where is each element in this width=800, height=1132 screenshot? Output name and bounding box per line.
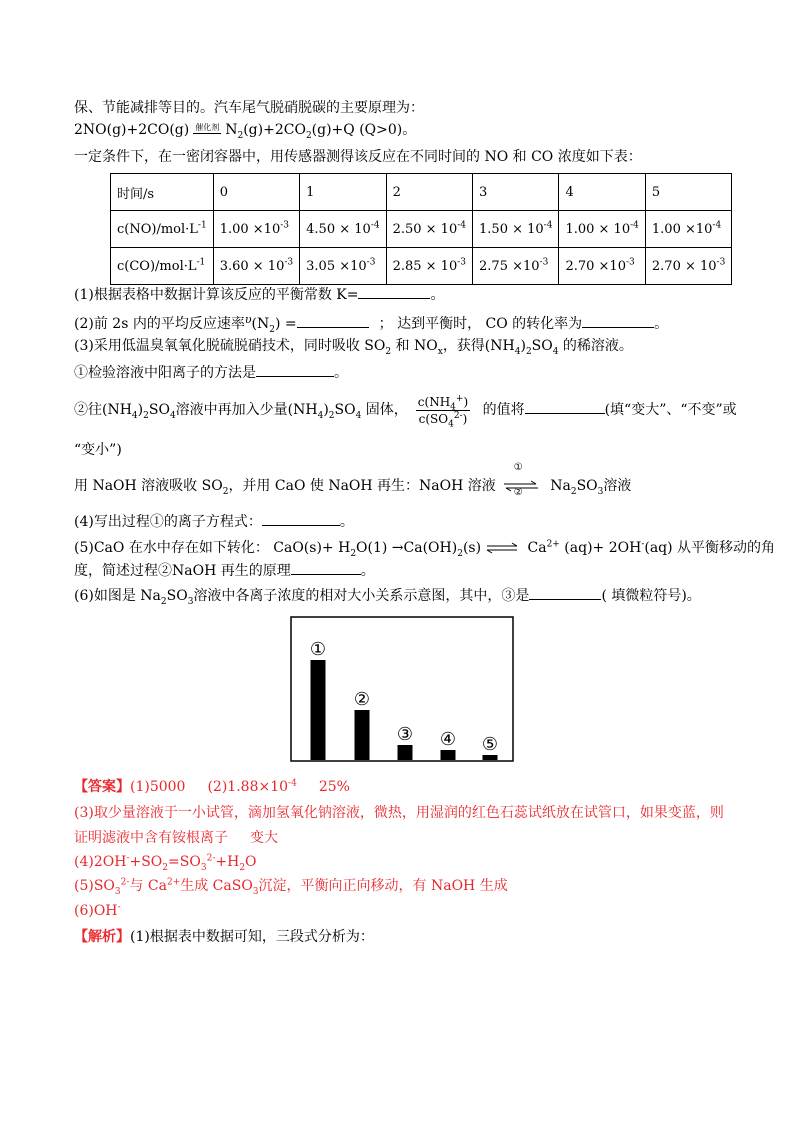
bar-label-1: ① — [309, 639, 327, 660]
question-5: (5)CaO 在水中存在如下转化： $CaO(s)+ H_2O(1) \to Ca(OH)_2(s)$ $Ca^{2+}$ (aq)+ 2OH-(aq) 从平衡移动的角 — [74, 539, 776, 559]
bar-label-3: ③ — [396, 724, 414, 745]
table-cell: $2.75 \times 10^{-3}$ — [473, 248, 559, 285]
ratio-fraction: $\frac{c(NH_4^+)}{c(SO_4^{2-})}$ — [417, 393, 469, 429]
table-cell: $1.50 \times 10^{-4}$ — [473, 211, 559, 248]
table-header-row — [111, 174, 732, 211]
intro-line: 保、节能减排等目的。汽车尾气脱硝脱碳的主要原理为： — [74, 100, 424, 116]
condition-line: 一定条件下，在一密闭容器中，用传感器测得该反应在不同时间的 NO 和 CO 浓度如下表： — [74, 149, 642, 165]
table-cell: $1.00 \times 10^{-4}$ — [559, 211, 645, 248]
answer-blank — [297, 313, 369, 328]
answer-blank — [582, 313, 654, 328]
question-4: (4)写出过程①的离子方程式： 。 — [74, 511, 354, 532]
table-cell: $4.50 \times 10^{-4}$ — [300, 211, 386, 248]
table-cell: $2.70 \times 10^{-3}$ — [559, 248, 645, 285]
answer-line-3b: 证明滤液中含有铵根离子 变大 — [74, 830, 278, 846]
ion-concentration-chart — [290, 616, 520, 764]
naoh-regeneration-line: 用 NaOH 溶液吸收 $SO_2$，并用 CaO 使 NaOH 再生：NaOH 溶液 ① ② $Na_2SO_3$溶液 — [74, 462, 632, 498]
table-cell: $1.00 \times 10^{-3}$ — [213, 211, 299, 248]
answer-line-1: 【答案】(1)5000 $(2)1.88\times 10^{-4}$ 25% — [74, 778, 350, 795]
answer-blank — [256, 362, 334, 377]
bar-label-2: ② — [353, 689, 371, 710]
answer-blank — [291, 560, 361, 575]
answer-line-5: $(5)SO_3^{2-}$与 $Ca^{2+}$生成 CaSO$_3$沉淀，平衡向正向移动，有 NaOH 生成 — [74, 877, 508, 897]
answer-blank — [525, 399, 605, 414]
reversible-arrow: ① ② — [502, 472, 540, 500]
header-cell: 时间/s — [111, 174, 214, 211]
header-cell: 0 — [213, 174, 299, 211]
header-cell: 5 — [645, 174, 731, 211]
answer-line-4: $(4)2OH^-+SO_2=SO_3^{2-}+H_2O$ — [74, 853, 257, 873]
table-cell: $2.50 \times 10^{-4}$ — [386, 211, 472, 248]
table-cell: $2.85 \times 10^{-3}$ — [386, 248, 472, 285]
bar-1 — [311, 660, 326, 760]
bar-4 — [441, 750, 456, 760]
table-cell: $3.05 \times 10^{-3}$ — [300, 248, 386, 285]
catalyst-label: 催化剂 — [195, 123, 220, 132]
question-6: (6)如图是 $Na_2SO_3$溶液中各离子浓度的相对大小关系示意图，其中，③是 ( 填微粒符号)。 — [74, 585, 701, 606]
table-cell: $2.70 \times 10^{-3}$ — [645, 248, 731, 285]
bar-3 — [398, 745, 413, 760]
table-row — [111, 248, 732, 285]
table-cell: $3.60 \times 10^{-3}$ — [213, 248, 299, 285]
header-cell: 2 — [386, 174, 472, 211]
equilibrium-arrow-icon — [485, 540, 519, 556]
header-cell: 3 — [473, 174, 559, 211]
table-cell: $1.00 \times 10^{-4}$ — [645, 211, 731, 248]
answer-blank — [529, 585, 601, 600]
answer-blank — [358, 284, 430, 299]
row-label: $c(NO)/mol\cdot L^{-1}$ — [111, 211, 214, 248]
question-2: (2)前 2s 内的平均反应速率$^\upsilon(N_2)$ = ； 达到平衡时， CO 的转化率为 。 — [74, 313, 669, 335]
bar-2 — [355, 710, 370, 760]
question-3-2: ②往$(NH_4)_2SO_4$溶液中再加入少量$(NH_4)_2SO_4$ 固体， $\frac{c(NH_4^+)}{c(SO_4^{2-})}$ 的值将 (填“变大”、“不变”或 — [74, 393, 737, 429]
question-5-cont: 度，简述过程②NaOH 再生的原理 。 — [74, 560, 375, 581]
answer-line-6: (6)OH- — [74, 902, 121, 919]
question-1: (1)根据表格中数据计算该反应的平衡常数 K= 。 — [74, 284, 444, 305]
question-3: (3)采用低温臭氧氧化脱硫脱硝技术，同时吸收 $SO_2$ 和 $NO_x$，获得$(NH_4)_2SO_4$ 的稀溶液。 — [74, 338, 633, 357]
bar-label-5: ⑤ — [481, 734, 499, 755]
header-cell: 4 — [559, 174, 645, 211]
concentration-table — [110, 173, 732, 285]
question-3-1: ①检验溶液中阳离子的方法是 。 — [74, 362, 348, 383]
question-3-2-cont: “变小”) — [74, 442, 122, 458]
table-row — [111, 211, 732, 248]
bar-5 — [483, 755, 498, 760]
reaction-equation: 2NO(g)+2CO(g) 催化剂 $N_2(g)+2CO_2(g)+Q$ (Q>0)。 — [74, 122, 417, 141]
answer-blank — [262, 511, 340, 526]
bar-label-4: ④ — [439, 729, 457, 750]
row-label: $c(CO)/mol\cdot L^{-1}$ — [111, 248, 214, 285]
answer-line-3a: (3)取少量溶液于一小试管，滴加氢氧化钠溶液，微热，用湿润的红色石蕊试纸放在试管口，如果变蓝，则 — [74, 805, 724, 821]
analysis-line: 【解析】(1)根据表中数据可知，三段式分析为： — [74, 929, 374, 945]
header-cell: 1 — [300, 174, 386, 211]
